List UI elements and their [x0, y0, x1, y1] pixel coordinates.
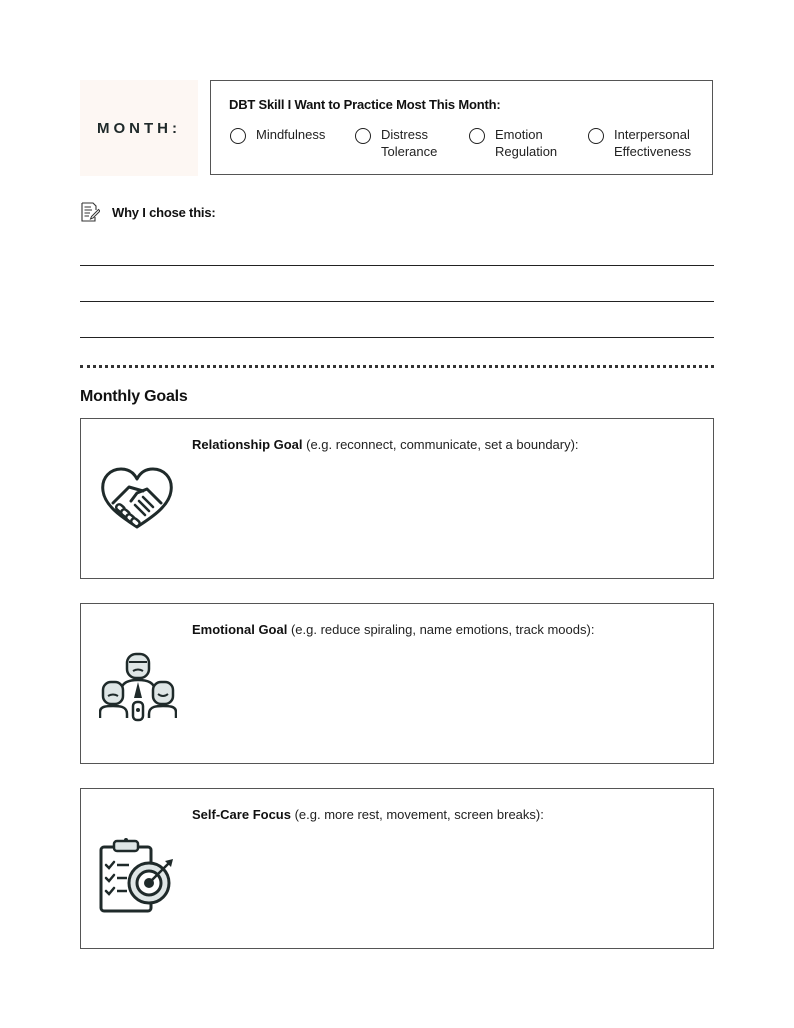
clipboard-target-icon: [99, 837, 177, 915]
month-box[interactable]: [80, 80, 198, 176]
relationship-goal-box[interactable]: [80, 418, 714, 579]
skill-selector: [210, 80, 713, 175]
option-mindfulness[interactable]: [230, 126, 325, 144]
people-emotions-icon: [99, 652, 177, 722]
goal-hint: (e.g. reconnect, communicate, set a boundary):: [302, 437, 579, 452]
option-label: Distress: [381, 127, 428, 142]
option-label: Emotion: [495, 127, 543, 142]
why-label: Why I chose this:: [112, 204, 216, 220]
goal-label: Self-Care Focus: [192, 807, 291, 822]
option-label-line2: Tolerance: [381, 144, 438, 159]
radio-interpersonal-effectiveness[interactable]: [588, 128, 604, 144]
goal-label: Emotional Goal: [192, 622, 288, 637]
why-row: [80, 202, 216, 222]
writing-line[interactable]: [80, 265, 714, 266]
goal-label: Relationship Goal: [192, 437, 303, 452]
option-label-line2: Regulation: [495, 144, 558, 159]
radio-emotion-regulation[interactable]: [469, 128, 485, 144]
option-distress-tolerance[interactable]: [355, 126, 437, 160]
option-emotion-regulation[interactable]: [469, 126, 557, 160]
option-label: Mindfulness: [256, 127, 326, 142]
radio-mindfulness[interactable]: [230, 128, 246, 144]
monthly-goals-title: Monthly Goals: [80, 388, 188, 405]
self-care-goal-box[interactable]: [80, 788, 714, 949]
skill-title: DBT Skill I Want to Practice Most This Month:: [229, 97, 501, 112]
writing-line[interactable]: [80, 301, 714, 302]
month-label: MONTH:: [97, 119, 181, 137]
emotional-goal-box[interactable]: [80, 603, 714, 764]
radio-distress-tolerance[interactable]: [355, 128, 371, 144]
option-label-line2: Effectiveness: [614, 144, 692, 159]
goal-hint: (e.g. more rest, movement, screen breaks):: [290, 807, 544, 822]
notepad-pen-icon: [80, 202, 100, 222]
option-interpersonal-effectiveness[interactable]: [588, 126, 691, 160]
handshake-heart-icon: [99, 467, 175, 533]
option-label: Interpersonal: [614, 127, 690, 142]
writing-line[interactable]: [80, 337, 714, 338]
dotted-divider: [80, 365, 714, 368]
goal-hint: (e.g. reduce spiraling, name emotions, track moods):: [287, 622, 595, 637]
